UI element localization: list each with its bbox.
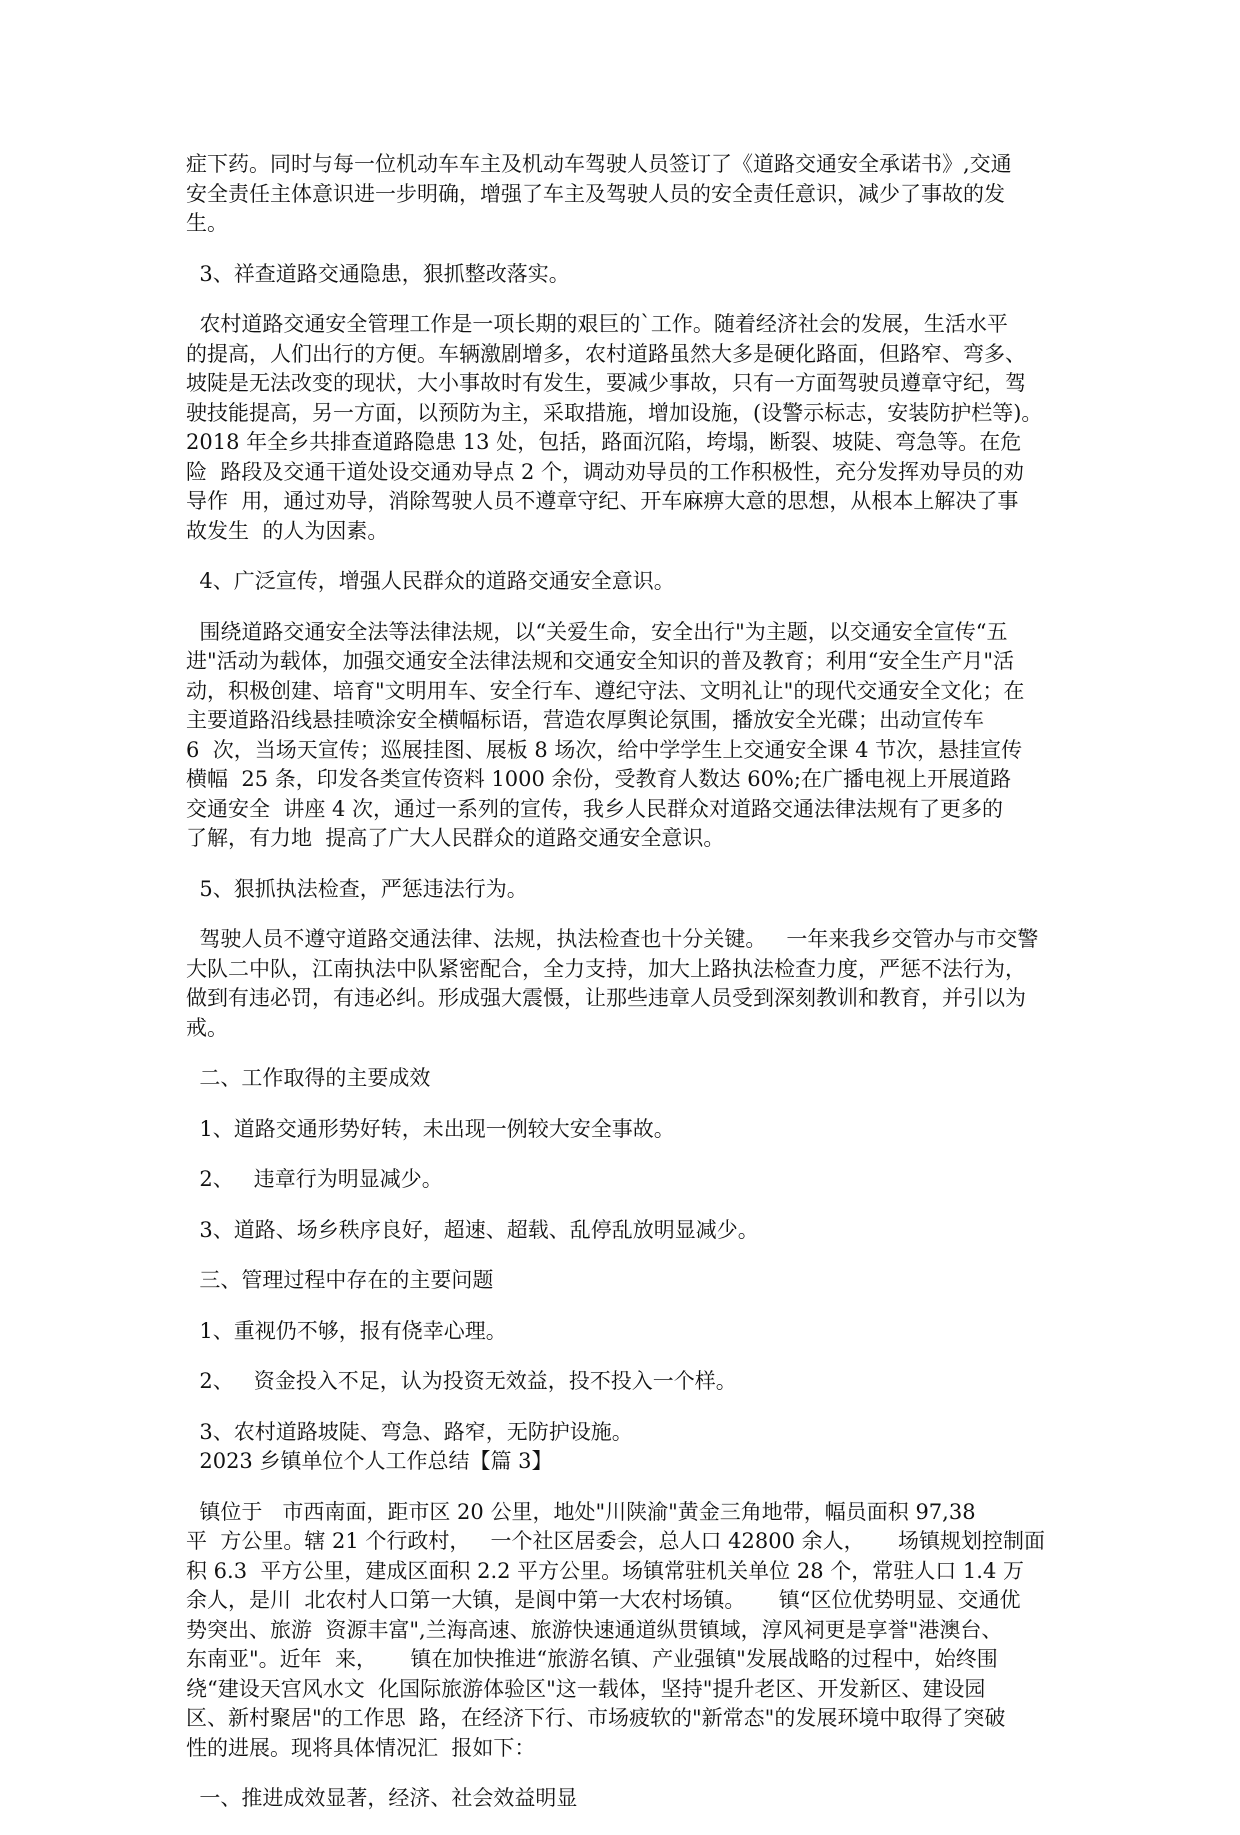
text-line: 二、工作取得的主要成效 xyxy=(186,1066,431,1090)
text-line: 2、 资金投入不足，认为投资无效益，投不投入一个样。 xyxy=(186,1369,737,1393)
text-line: 平 方公里。辖 21 个行政村， 一个社区居委会，总人口 42800 余人， 场镇规划控制面 xyxy=(186,1529,1045,1553)
text-line: 故发生 的人为因素。 xyxy=(186,518,389,543)
text-line: 1、重视仍不够，报有侥幸心理。 xyxy=(186,1318,507,1343)
text-line: 了解，有力地 提高了广大人民群众的道路交通安全意识。 xyxy=(186,826,725,850)
text-line: 东南亚"。近年 来， 镇在加快推进“旅游名镇、产业强镇"发展战略的过程中，始终围 xyxy=(186,1647,998,1671)
text-line: 横幅 25 条，印发各类宣传资料 1000 余份，受教育人数达 60%;在广播电视上开展道路 xyxy=(186,767,1011,791)
section-heading xyxy=(186,1317,1076,1347)
text-line: 生。 xyxy=(186,211,228,235)
text-line: 余人，是川 北农村人口第一大镇，是阆中第一大农村场镇。 镇“区位优势明显、交通优 xyxy=(186,1588,1021,1612)
text-line: 绕“建设天宫风水文 化国际旅游体验区"这一载体，坚持"提升老区、开发新区、建设园 xyxy=(186,1676,986,1701)
text-line: 5、狠抓执法检查，严惩违法行为。 xyxy=(186,876,528,901)
text-line: 进"活动为载体，加强交通安全法律法规和交通安全知识的普及教育；利用“安全生产月"活 xyxy=(186,649,1015,673)
text-line: 3、祥查道路交通隐患，狠抓整改落实。 xyxy=(186,261,570,286)
section-heading xyxy=(186,1418,1076,1448)
section-heading xyxy=(186,1064,1076,1094)
text-line: 导作 用，通过劝导，消除驾驶人员不遵章守纪、开车麻痹大意的思想，从根本上解决了事 xyxy=(186,489,1019,513)
body-paragraph xyxy=(186,310,1076,546)
text-line: 安全责任主体意识进一步明确，增强了车主及驾驶人员的安全责任意识，减少了事故的发 xyxy=(186,181,1005,206)
body-paragraph xyxy=(186,925,1076,1043)
text-line: 主要道路沿线悬挂喷涂安全横幅标语，营造农厚舆论氛围，播放安全光碟；出动宣传车 xyxy=(186,708,984,732)
section-heading xyxy=(186,1165,1076,1195)
document-page xyxy=(186,150,1076,1835)
section-heading xyxy=(186,567,1076,597)
text-line: 3、道路、场乡秩序良好，超速、超载、乱停乱放明显减少。 xyxy=(186,1217,759,1242)
text-line: 农村道路交通安全管理工作是一项长期的艰巨的`工作。随着经济社会的发展，生活水平 xyxy=(186,312,1008,336)
section-heading xyxy=(186,1115,1076,1145)
text-line: 2023 乡镇单位个人工作总结【篇 3】 xyxy=(186,1449,553,1473)
text-line: 4、广泛宣传，增强人民群众的道路交通安全意识。 xyxy=(186,569,675,593)
text-line: 驶技能提高，另一方面，以预防为主，采取措施，增加设施，(设警示标志，安装防护栏等)。 xyxy=(186,400,1043,425)
text-line: 势突出、旅游 资源丰富",兰海高速、旅游快速通道纵贯镇域，淳风祠更是享誉"港澳台、 xyxy=(186,1617,1003,1642)
text-line: 险 路段及交通干道处设交通劝导点 2 个，调动劝导员的工作积极性，充分发挥劝导员的劝 xyxy=(186,459,1025,484)
text-line: 戒。 xyxy=(186,1015,228,1040)
section-heading xyxy=(186,1784,1076,1814)
text-line: 区、新村聚居"的工作思 路，在经济下行、市场疲软的"新常态"的发展环境中取得了突破 xyxy=(186,1706,1006,1730)
text-line: 1、道路交通形势好转，未出现一例较大安全事故。 xyxy=(186,1116,675,1141)
text-line: 交通安全 讲座 4 次，通过一系列的宣传，我乡人民群众对道路交通法律法规有了更多的 xyxy=(186,796,1004,821)
text-line: 大队二中队，江南执法中队紧密配合，全力支持，加大上路执法检查力度，严惩不法行为， xyxy=(186,956,1026,981)
text-line: 驾驶人员不遵守道路交通法律、法规，执法检查也十分关键。 一年来我乡交管办与市交警 xyxy=(186,927,1039,951)
body-paragraph xyxy=(186,1498,1076,1764)
section-heading xyxy=(186,260,1076,290)
text-line: 一、推进成效显著，经济、社会效益明显 xyxy=(186,1786,578,1810)
section-heading xyxy=(186,875,1076,905)
body-paragraph xyxy=(186,618,1076,854)
text-line: 动，积极创建、培育"文明用车、安全行车、遵纪守法、文明礼让"的现代交通安全文化；在 xyxy=(186,678,1025,703)
text-line: 的提高，人们出行的方便。车辆激剧增多，农村道路虽然大多是硬化路面，但路窄、弯多、 xyxy=(186,341,1026,366)
text-line: 2、 违章行为明显减少。 xyxy=(186,1167,443,1191)
text-line: 症下药。同时与每一位机动车车主及机动车驾驶人员签订了《道路交通安全承诺书》,交通 xyxy=(186,152,1012,176)
text-line: 镇位于 市西南面，距市区 20 公里，地处"川陕渝"黄金三角地带，幅员面积 97,38 xyxy=(186,1499,976,1524)
text-line: 做到有违必罚，有违必纠。形成强大震慑，让那些违章人员受到深刻教训和教育，并引以为 xyxy=(186,986,1026,1010)
section-heading xyxy=(186,1447,1076,1477)
text-line: 6 次，当场天宣传；巡展挂图、展板 8 场次，给中学学生上交通安全课 4 节次，悬挂宣传 xyxy=(186,737,1023,762)
text-line: 坡陡是无法改变的现状，大小事故时有发生，要减少事故，只有一方面驾驶员遵章守纪，驾 xyxy=(186,371,1026,395)
text-line: 积 6.3 平方公里，建成区面积 2.2 平方公里。场镇常驻机关单位 28 个，常驻人口 1.4 万 xyxy=(186,1558,1024,1583)
section-heading xyxy=(186,1266,1076,1296)
text-line: 性的进展。现将具体情况汇 报如下： xyxy=(186,1735,536,1760)
text-line: 三、管理过程中存在的主要问题 xyxy=(186,1268,494,1292)
text-line: 围绕道路交通安全法等法律法规，以“关爱生命，安全出行"为主题，以交通安全宣传“五 xyxy=(186,619,1008,644)
body-paragraph xyxy=(186,150,1076,239)
text-line: 3、农村道路坡陡、弯急、路窄，无防护设施。 xyxy=(186,1419,633,1444)
section-heading xyxy=(186,1216,1076,1246)
section-heading xyxy=(186,1367,1076,1397)
text-line: 2018 年全乡共排查道路隐患 13 处，包括，路面沉陷，垮塌，断裂、坡陡、弯急等。在危 xyxy=(186,430,1022,454)
